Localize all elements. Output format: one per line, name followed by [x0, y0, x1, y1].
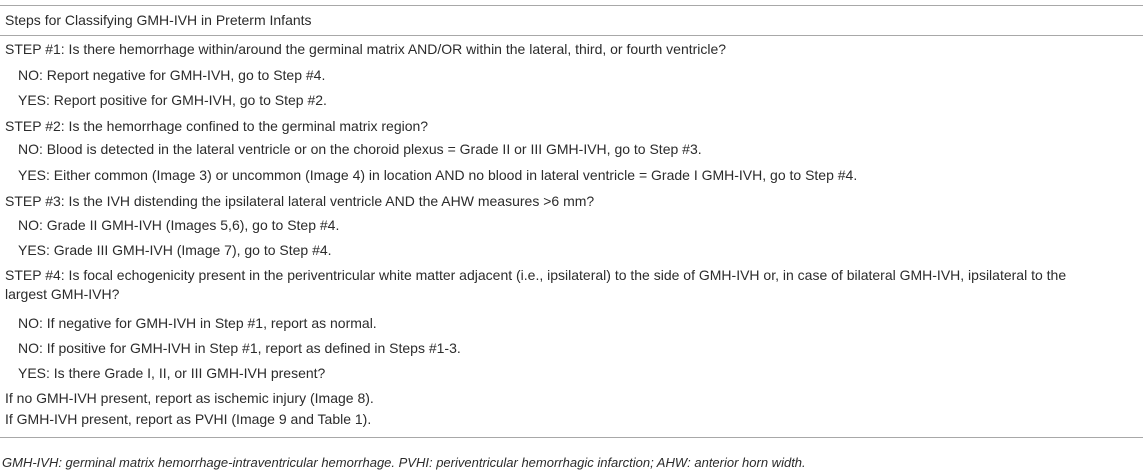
table-footnote: GMH-IVH: germinal matrix hemorrhage-intraventricular hemorrhage. PVHI: periventricular hemorrhagic infarction; AHW: anterior horn width. — [2, 455, 806, 470]
step-4-question: STEP #4: Is focal echogenicity present in the periventricular white matter adjacent (i.e., ipsilateral) to the side of GMH-IVH or, in case of bilateral GMH-IVH, ipsilateral to the largest GMH-IVH? — [5, 267, 1067, 302]
step-1-yes-option: YES: Report positive for GMH-IVH, go to Step #2. — [18, 92, 327, 108]
step-3-yes-option: YES: Grade III GMH-IVH (Image 7), go to Step #4. — [18, 242, 332, 258]
table-header-rule — [0, 35, 1143, 36]
table-bottom-rule — [0, 437, 1143, 438]
outcome-pvhi: If GMH-IVH present, report as PVHI (Image 9 and Table 1). — [5, 411, 372, 427]
step-1-question: STEP #1: Is there hemorrhage within/around the germinal matrix AND/OR within the lateral, third, or fourth ventricle? — [5, 41, 727, 57]
step-2-question: STEP #2: Is the hemorrhage confined to the germinal matrix region? — [5, 118, 429, 134]
table-top-rule — [0, 5, 1143, 6]
step-2-no-option: NO: Blood is detected in the lateral ventricle or on the choroid plexus = Grade II or III GMH-IVH, go to Step #3. — [18, 141, 702, 157]
step-3-no-option: NO: Grade II GMH-IVH (Images 5,6), go to Step #4. — [18, 217, 340, 233]
step-4-no-option-negative: NO: If negative for GMH-IVH in Step #1, report as normal. — [18, 315, 377, 331]
step-3-question: STEP #3: Is the IVH distending the ipsilateral lateral ventricle AND the AHW measures >6 mm? — [5, 193, 595, 209]
outcome-ischemic-injury: If no GMH-IVH present, report as ischemic injury (Image 8). — [5, 390, 374, 406]
step-4-no-option-positive: NO: If positive for GMH-IVH in Step #1, report as defined in Steps #1-3. — [18, 340, 461, 356]
table-header: Steps for Classifying GMH-IVH in Preterm Infants — [5, 12, 312, 28]
step-1-no-option: NO: Report negative for GMH-IVH, go to Step #4. — [18, 67, 326, 83]
step-2-yes-option: YES: Either common (Image 3) or uncommon (Image 4) in location AND no blood in lateral ventricle = Grade I GMH-IVH, go to Step #4. — [18, 167, 858, 183]
step-4-yes-option: YES: Is there Grade I, II, or III GMH-IVH present? — [18, 365, 326, 381]
